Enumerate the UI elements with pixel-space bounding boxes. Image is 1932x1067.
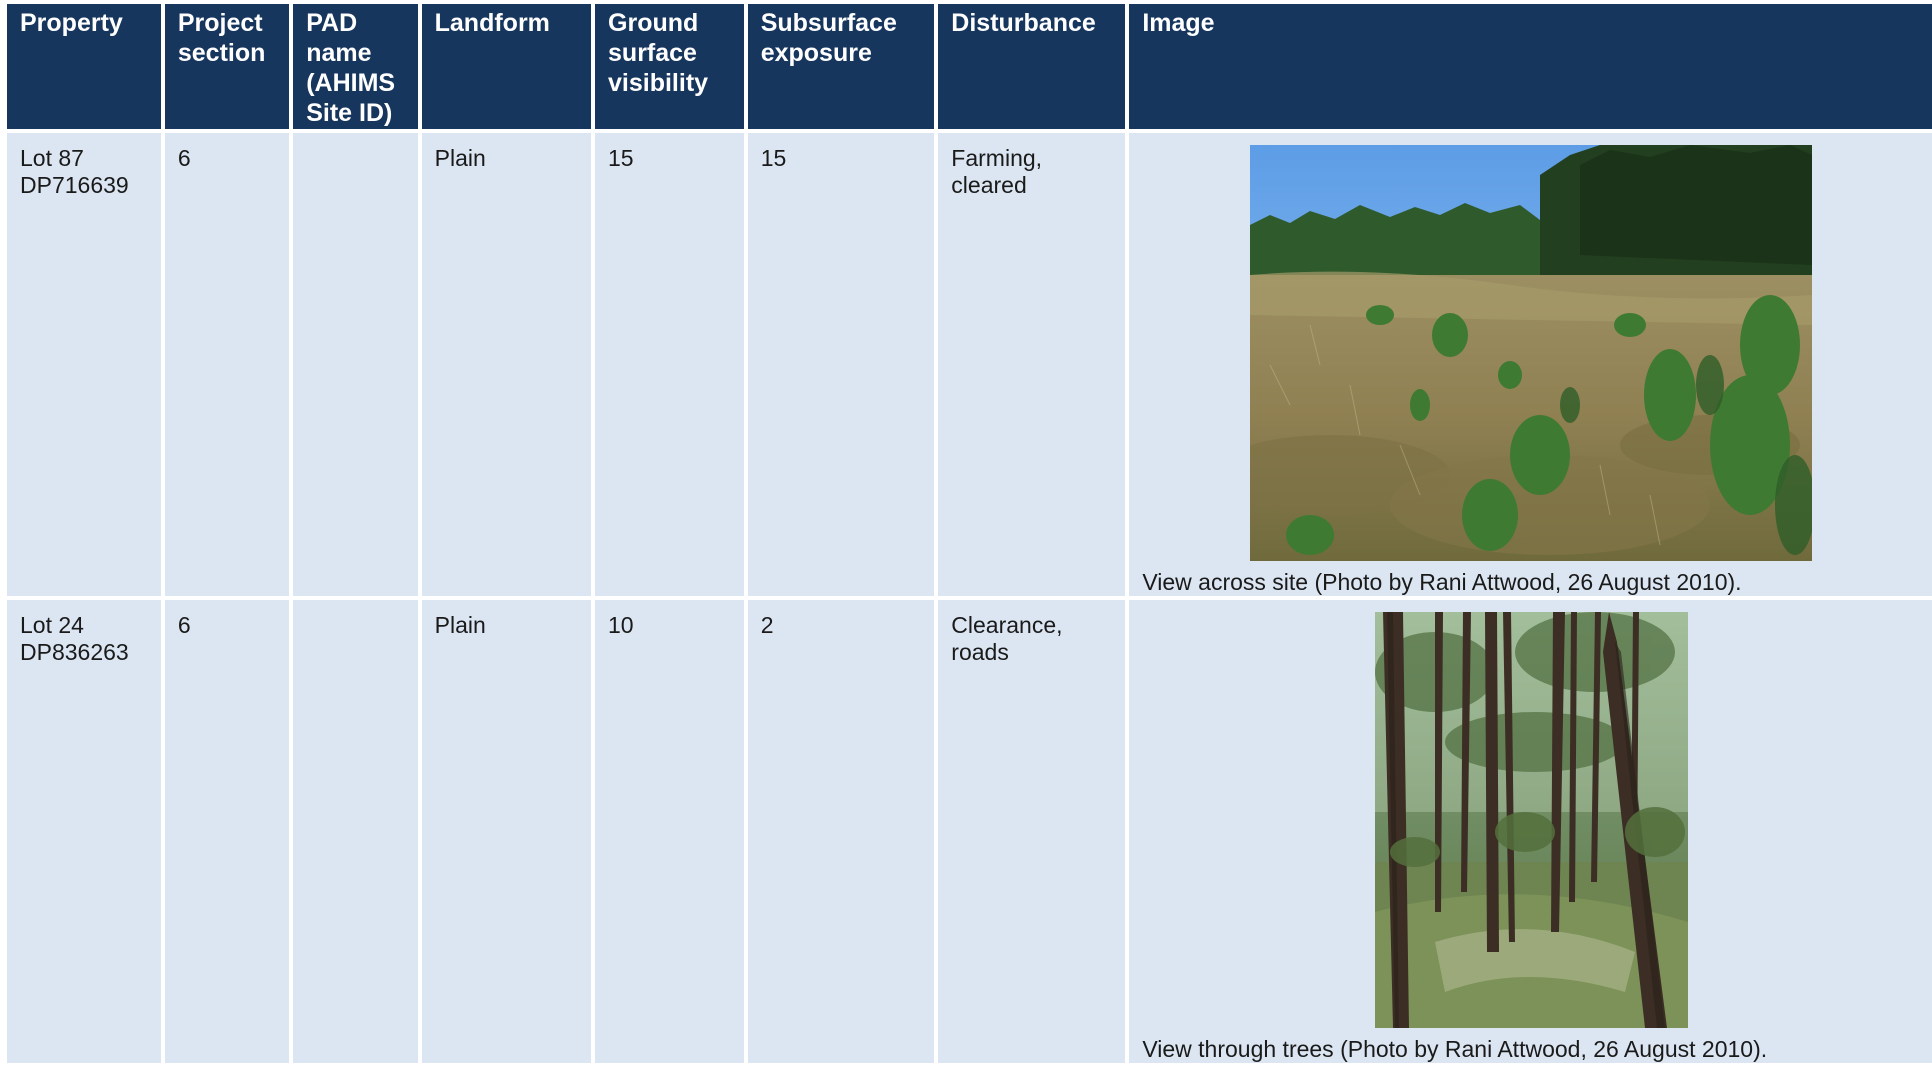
cell-property: Lot 24 DP836263 bbox=[7, 600, 161, 1063]
site-photo-trees bbox=[1375, 612, 1688, 1028]
cell-image bbox=[1129, 133, 1932, 596]
header-image: Image bbox=[1129, 4, 1932, 129]
cell-landform: Plain bbox=[422, 133, 591, 596]
header-subsurface-exposure: Subsurface exposure bbox=[748, 4, 935, 129]
table-row bbox=[7, 600, 1932, 1063]
cell-landform: Plain bbox=[422, 600, 591, 1063]
cell-subsurface-exposure: 2 bbox=[748, 600, 935, 1063]
header-project-section: Project section bbox=[165, 4, 289, 129]
site-photo-grassland bbox=[1250, 145, 1812, 561]
cell-project-section: 6 bbox=[165, 600, 289, 1063]
cell-property: Lot 87 DP716639 bbox=[7, 133, 161, 596]
cell-pad-name bbox=[293, 600, 417, 1063]
cell-project-section: 6 bbox=[165, 133, 289, 596]
cell-subsurface-exposure: 15 bbox=[748, 133, 935, 596]
image-caption: View through trees (Photo by Rani Attwood, 26 August 2010). bbox=[1142, 1036, 1768, 1062]
cell-pad-name bbox=[293, 133, 417, 596]
header-landform: Landform bbox=[422, 4, 591, 129]
header-pad-name: PAD name (AHIMS Site ID) bbox=[293, 4, 417, 129]
image-caption: View across site (Photo by Rani Attwood, 26 August 2010). bbox=[1142, 569, 1742, 595]
table-row bbox=[7, 133, 1932, 596]
header-property: Property bbox=[7, 4, 161, 129]
site-survey-table bbox=[3, 0, 1932, 1067]
header-ground-surface-visibility: Ground surface visibility bbox=[595, 4, 744, 129]
cell-disturbance: Clearance, roads bbox=[938, 600, 1125, 1063]
header-disturbance: Disturbance bbox=[938, 4, 1125, 129]
cell-image bbox=[1129, 600, 1932, 1063]
table-header-row bbox=[7, 4, 1932, 129]
cell-ground-surface-visibility: 15 bbox=[595, 133, 744, 596]
cell-disturbance: Farming, cleared bbox=[938, 133, 1125, 596]
cell-ground-surface-visibility: 10 bbox=[595, 600, 744, 1063]
